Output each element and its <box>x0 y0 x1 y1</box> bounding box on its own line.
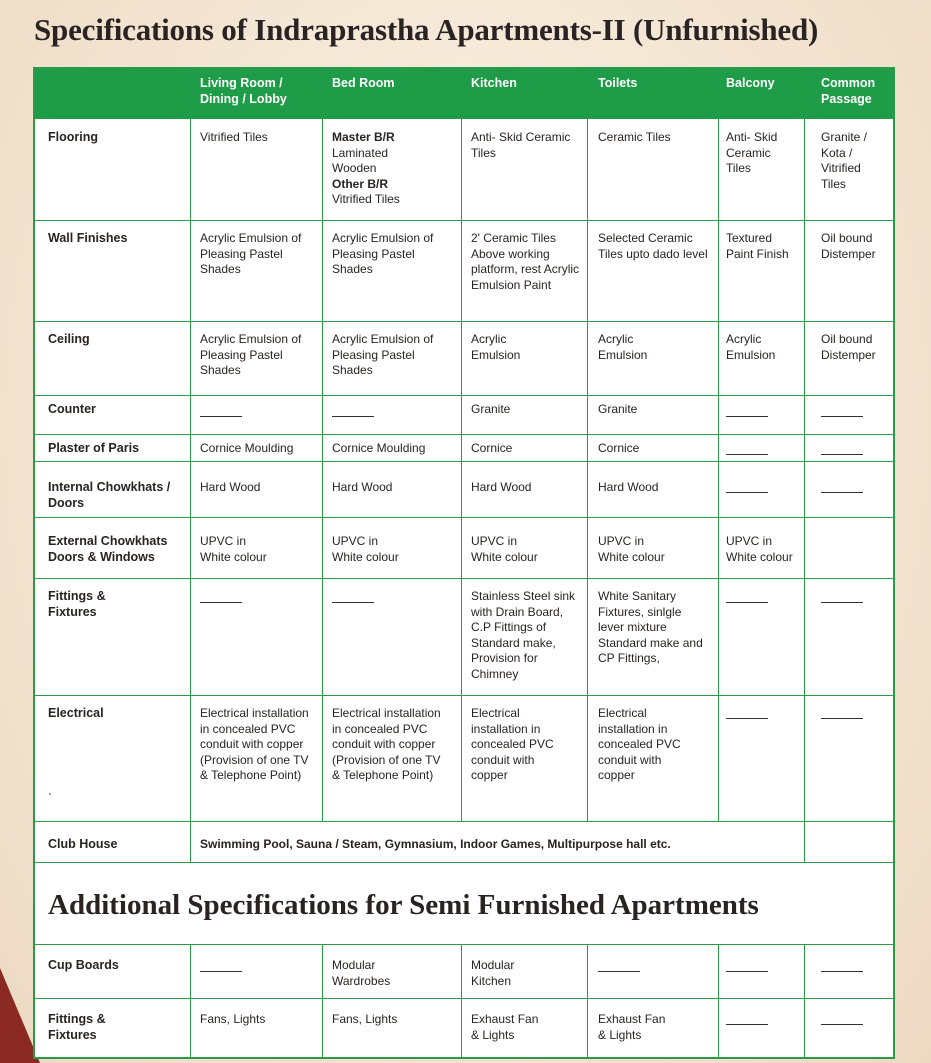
row-label-electrical: Electrical <box>48 706 104 720</box>
empty-dash <box>821 454 863 455</box>
empty-dash <box>598 971 640 972</box>
flooring-toilets: Ceramic Tiles <box>598 130 671 144</box>
electrical-living: Electrical installation in concealed PVC conduit with copper (Provision of one TV & Telephone Point) <box>200 706 309 783</box>
grid-line <box>35 998 893 999</box>
column-header-kitchen: Kitchen <box>471 76 517 90</box>
ceiling-balcony: Acrylic Emulsion <box>726 332 776 362</box>
empty-dash <box>821 1024 863 1025</box>
external-living: UPVC in White colour <box>200 534 267 564</box>
ceiling-bedroom: Acrylic Emulsion of Pleasing Pastel Shades <box>332 332 434 378</box>
empty-dash <box>726 971 768 972</box>
row-label-internal-chowkhats: Internal Chowkhats / Doors <box>48 480 171 510</box>
grid-line <box>35 944 893 945</box>
empty-dash <box>726 1024 768 1025</box>
empty-dash <box>200 416 242 417</box>
empty-dash <box>332 602 374 603</box>
wall-balcony: Textured Paint Finish <box>726 231 789 261</box>
empty-dash <box>821 602 863 603</box>
page-title: Specifications of Indraprastha Apartments-II (Unfurnished) <box>34 12 819 47</box>
internal-living: Hard Wood <box>200 480 261 494</box>
row-label-flooring: Flooring <box>48 130 98 144</box>
empty-dash <box>726 718 768 719</box>
additional-specifications-title: Additional Specifications for Semi Furnished Apartments <box>48 889 759 921</box>
empty-dash <box>726 416 768 417</box>
fittings-kitchen: Stainless Steel sink with Drain Board, C.P Fittings of Standard make, Provision for Chimney <box>471 589 576 681</box>
plaster-kitchen: Cornice <box>471 441 513 455</box>
empty-dash <box>200 971 242 972</box>
grid-line <box>804 119 805 862</box>
grid-line <box>322 944 323 1059</box>
empty-dash <box>332 416 374 417</box>
grid-line <box>587 119 588 821</box>
external-bedroom: UPVC in White colour <box>332 534 399 564</box>
wall-toilets: Selected Ceramic Tiles upto dado level <box>598 231 708 261</box>
wall-bedroom: Acrylic Emulsion of Pleasing Pastel Shades <box>332 231 434 277</box>
empty-dash <box>821 971 863 972</box>
grid-line <box>804 944 805 1059</box>
ceiling-kitchen: Acrylic Emulsion <box>471 332 521 362</box>
master-br-value: Laminated Wooden <box>332 145 389 176</box>
grid-line <box>35 461 893 462</box>
column-header-balcony: Balcony <box>726 76 775 90</box>
flooring-living: Vitrified Tiles <box>200 130 268 144</box>
grid-line <box>35 395 893 396</box>
ceiling-passage: Oil bound Distemper <box>821 332 876 362</box>
row-label-additional-fittings: Fittings & Fixtures <box>48 1012 106 1042</box>
other-br-label: Other B/R <box>332 176 389 191</box>
counter-kitchen: Granite <box>471 402 511 416</box>
grid-line <box>35 517 893 518</box>
plaster-bedroom: Cornice Moulding <box>332 441 426 455</box>
plaster-living: Cornice Moulding <box>200 441 294 455</box>
column-header-toilets: Toilets <box>598 76 638 90</box>
empty-dash <box>726 602 768 603</box>
grid-line <box>35 695 893 696</box>
grid-line <box>35 220 893 221</box>
empty-dash <box>726 492 768 493</box>
column-header-bedroom: Bed Room <box>332 76 395 90</box>
row-label-club-house: Club House <box>48 837 118 851</box>
additional-fittings-toilets: Exhaust Fan & Lights <box>598 1012 666 1042</box>
internal-bedroom: Hard Wood <box>332 480 393 494</box>
grid-line <box>587 944 588 1059</box>
flooring-passage: Granite / Kota / Vitrified Tiles <box>821 130 868 191</box>
cupboards-kitchen: Modular Kitchen <box>471 958 515 988</box>
counter-toilets: Granite <box>598 402 638 416</box>
row-label-counter: Counter <box>48 402 96 416</box>
club-house-value: Swimming Pool, Sauna / Steam, Gymnasium, Indoor Games, Multipurpose hall etc. <box>200 837 671 851</box>
grid-line <box>461 944 462 1059</box>
grid-line <box>35 578 893 579</box>
grid-line <box>190 119 191 862</box>
row-label-cup-boards: Cup Boards <box>48 958 119 972</box>
wall-kitchen: 2' Ceramic Tiles Above working platform, rest Acrylic Emulsion Paint <box>471 231 580 292</box>
other-br-value: Vitrified Tiles <box>332 192 400 207</box>
internal-kitchen: Hard Wood <box>471 480 532 494</box>
plaster-toilets: Cornice <box>598 441 640 455</box>
additional-fittings-kitchen: Exhaust Fan & Lights <box>471 1012 539 1042</box>
empty-dash <box>200 602 242 603</box>
grid-line <box>35 434 893 435</box>
additional-fittings-living: Fans, Lights <box>200 1012 266 1026</box>
additional-fittings-bedroom: Fans, Lights <box>332 1012 398 1026</box>
grid-line <box>35 321 893 322</box>
row-label-wall-finishes: Wall Finishes <box>48 231 128 245</box>
flooring-balcony: Anti- Skid Ceramic Tiles <box>726 130 778 176</box>
empty-dash <box>726 454 768 455</box>
external-toilets: UPVC in White colour <box>598 534 665 564</box>
stray-mark: ` <box>48 791 52 805</box>
empty-dash <box>821 416 863 417</box>
electrical-toilets: Electrical installation in concealed PVC conduit with copper <box>598 706 681 783</box>
internal-toilets: Hard Wood <box>598 480 659 494</box>
grid-line <box>190 944 191 1059</box>
flooring-kitchen: Anti- Skid Ceramic Tiles <box>471 130 571 160</box>
row-label-plaster-of-paris: Plaster of Paris <box>48 441 140 455</box>
grid-line <box>35 821 893 822</box>
row-label-ceiling: Ceiling <box>48 332 90 346</box>
ceiling-toilets: Acrylic Emulsion <box>598 332 648 362</box>
external-balcony: UPVC in White colour <box>726 534 793 564</box>
grid-line <box>718 944 719 1059</box>
fittings-toilets: White Sanitary Fixtures, sinlgle lever mixture Standard make and CP Fittings, <box>598 589 703 666</box>
grid-line <box>322 119 323 821</box>
row-label-external-chowkhats: External Chowkhats Doors & Windows <box>48 534 168 564</box>
grid-line <box>461 119 462 821</box>
cupboards-bedroom: Modular Wardrobes <box>332 958 391 988</box>
master-br-label: Master B/R <box>332 130 395 144</box>
wall-living: Acrylic Emulsion of Pleasing Pastel Shades <box>200 231 302 277</box>
column-header-living: Living Room / Dining / Lobby <box>200 76 287 106</box>
wall-passage: Oil bound Distemper <box>821 231 876 261</box>
external-kitchen: UPVC in White colour <box>471 534 538 564</box>
row-label-fittings: Fittings & Fixtures <box>48 589 106 619</box>
column-header-passage: Common Passage <box>821 76 876 106</box>
ceiling-living: Acrylic Emulsion of Pleasing Pastel Shades <box>200 332 302 378</box>
grid-line <box>718 119 719 821</box>
specifications-table <box>33 67 895 1059</box>
empty-dash <box>821 492 863 493</box>
flooring-bedroom <box>332 130 447 208</box>
empty-dash <box>821 718 863 719</box>
electrical-bedroom: Electrical installation in concealed PVC conduit with copper (Provision of one TV & Telephone Point) <box>332 706 441 783</box>
electrical-kitchen: Electrical installation in concealed PVC conduit with copper <box>471 706 554 783</box>
grid-line <box>35 862 893 863</box>
